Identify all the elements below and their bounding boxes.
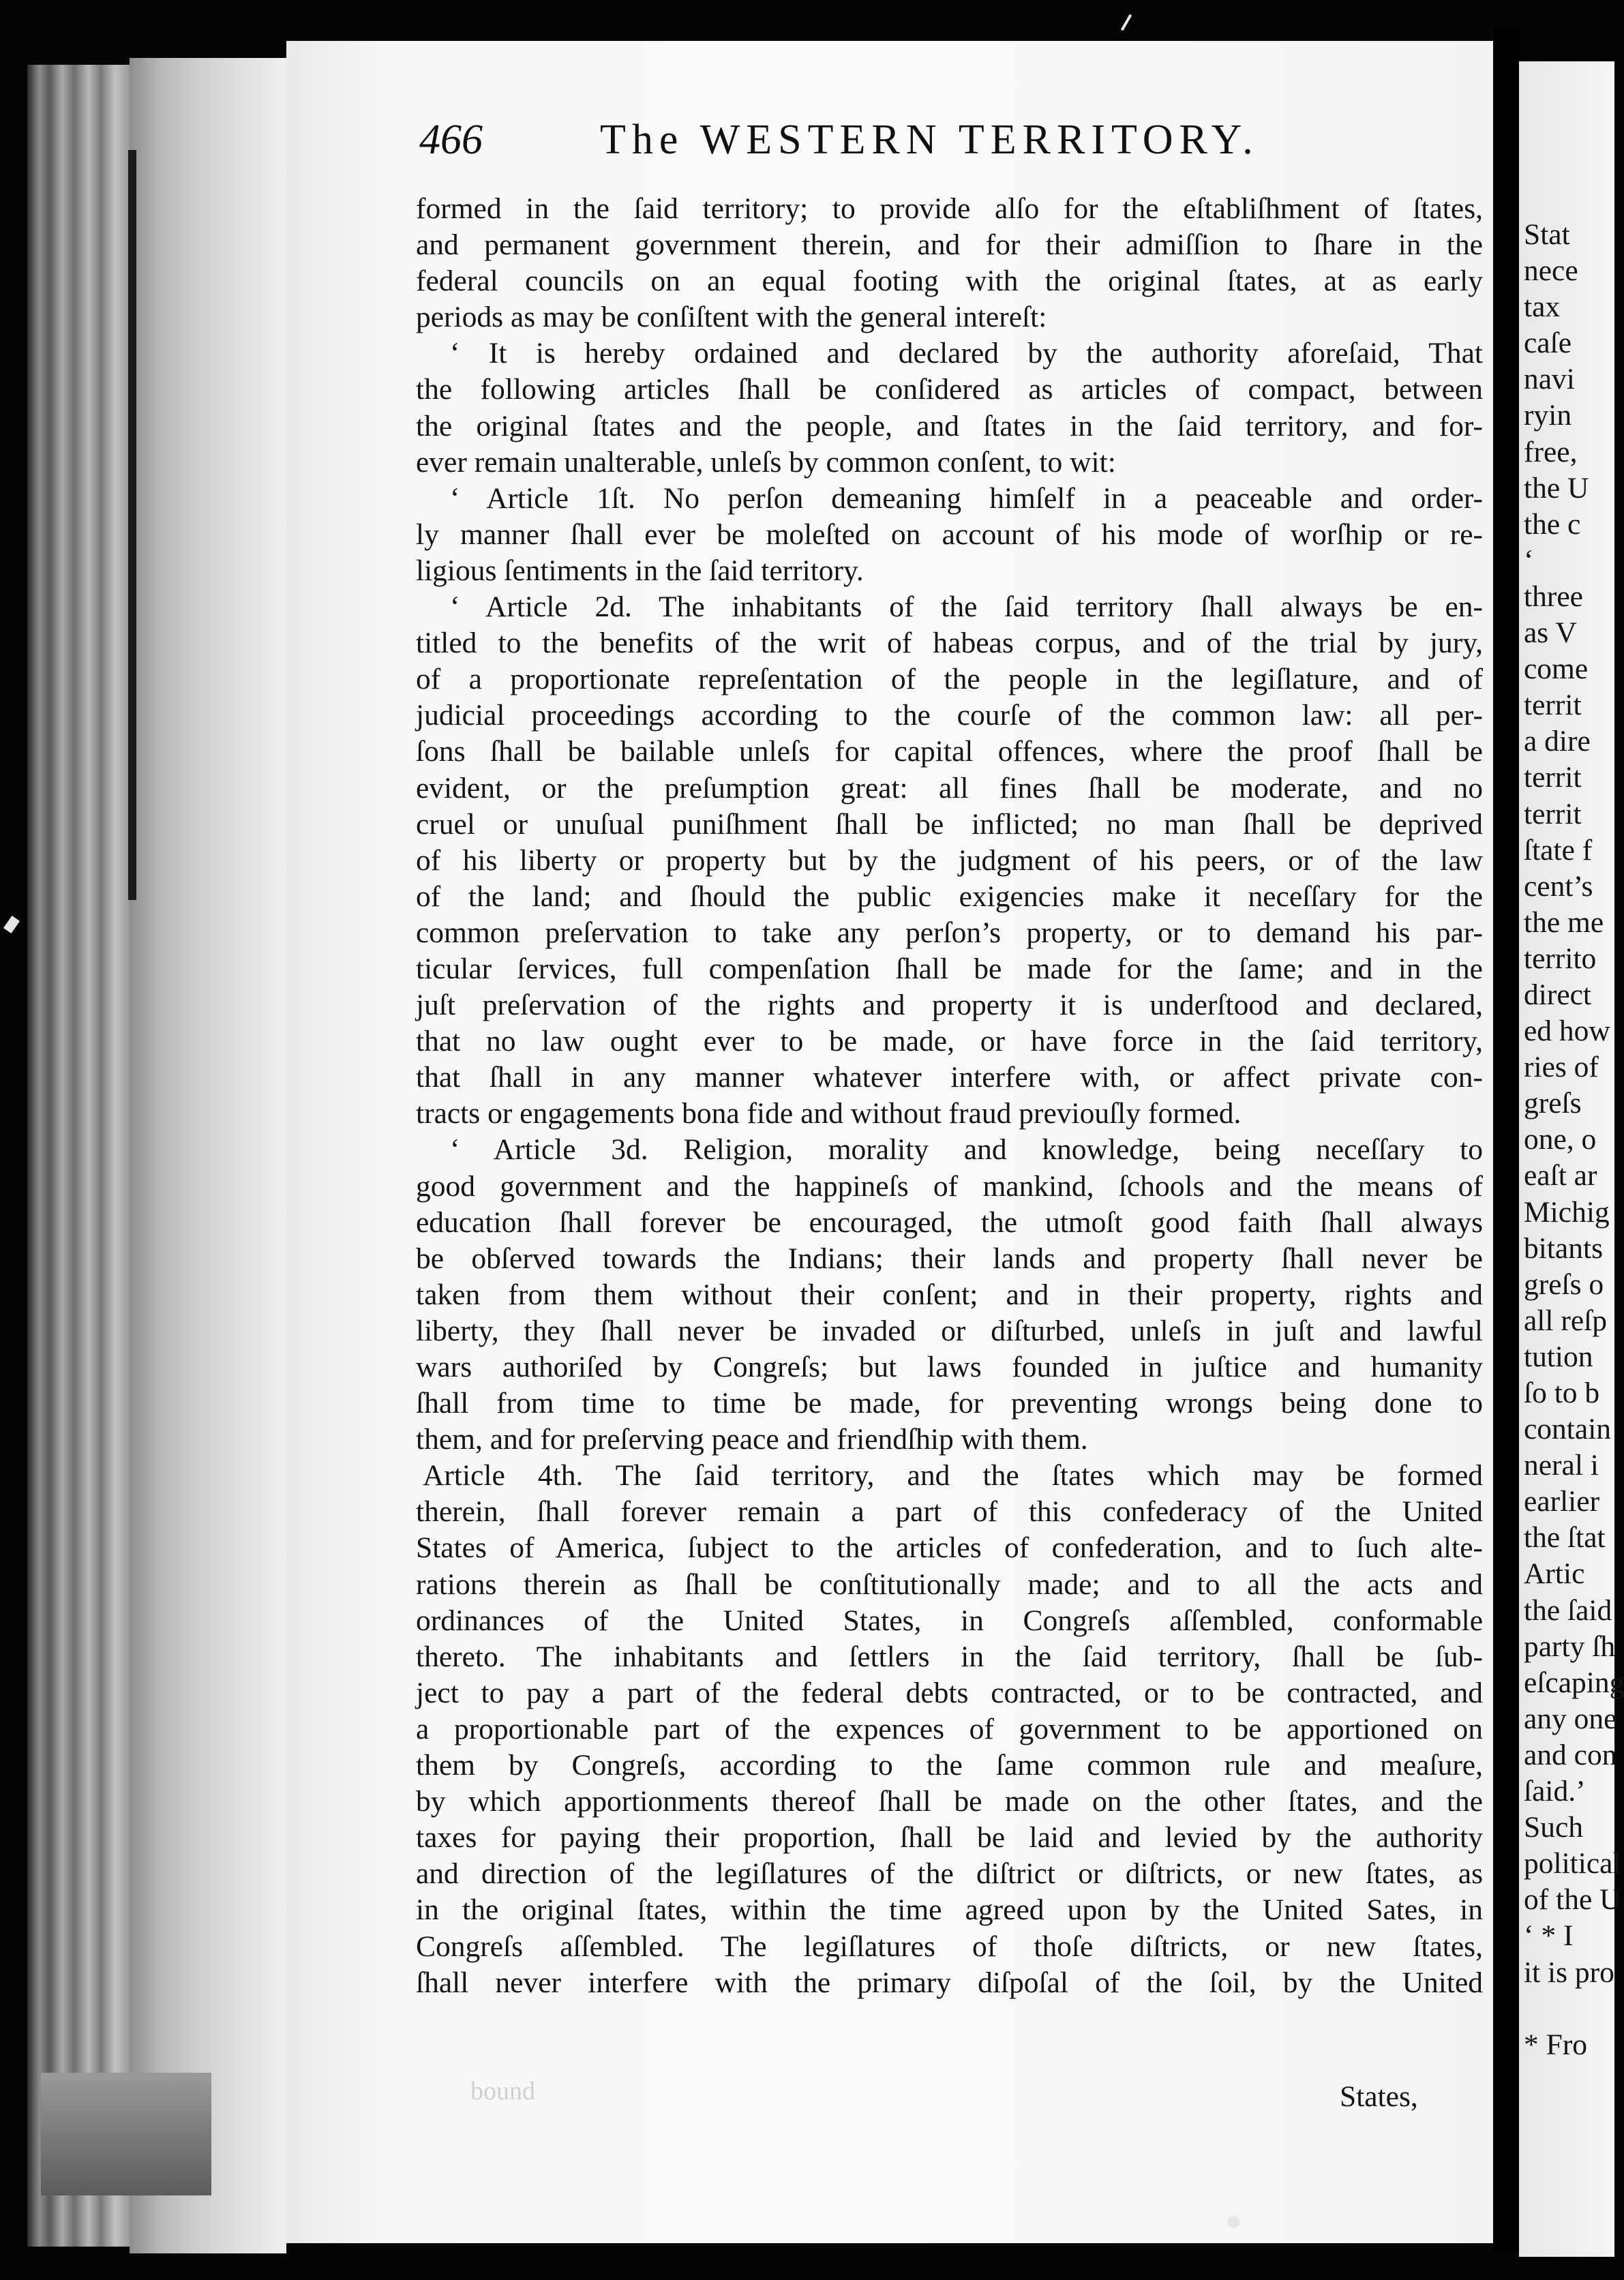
facing-text-line: territ — [1524, 689, 1582, 722]
text-line: the following articles ſhall be conſidered as articles of compact, between — [416, 373, 1483, 406]
text-line: ticular ſervices, full compenſation ſhall be made for the ſame; and in the — [416, 952, 1483, 985]
facing-text-line: any one — [1524, 1702, 1617, 1735]
facing-text-line: party ſh — [1524, 1630, 1616, 1663]
facing-text-line: ſaid.’ — [1524, 1775, 1586, 1808]
facing-text-line: territ — [1524, 797, 1582, 830]
facing-text-line: the ſtat — [1524, 1521, 1606, 1555]
text-line: education ſhall forever be encouraged, the utmoſt good faith ſhall always — [416, 1205, 1483, 1239]
page-gutter-shadow — [130, 58, 286, 2253]
facing-text-line: * Fro — [1524, 2028, 1588, 2061]
facing-text-line: three — [1524, 580, 1583, 613]
text-line: them by Congreſs, according to the ſame common rule and meaſure, — [416, 1749, 1483, 1782]
text-line: ly manner ſhall ever be moleſted on account of his mode of worſhip or re- — [416, 518, 1483, 551]
facing-text-line: neral i — [1524, 1449, 1599, 1482]
facing-text-line: the c — [1524, 507, 1581, 541]
text-line: in the original ſtates, within the time agreed upon by the United Sates, in — [416, 1893, 1483, 1927]
text-line: and permanent government therein, and for their admiſſion to ſhare in the — [416, 228, 1483, 262]
facing-text-line: as V — [1524, 616, 1577, 650]
bleed-through-text: bound — [470, 2077, 535, 2105]
facing-text-line: ‘ * I — [1524, 1919, 1574, 1953]
facing-text-line: cent’s — [1524, 869, 1593, 903]
text-line: that no law ought ever to be made, or have force in the ſaid territory, — [416, 1025, 1483, 1058]
facing-text-line: eſcaping — [1524, 1666, 1624, 1699]
text-line: judicial proceedings according to the courſe of the common law: all per- — [416, 699, 1483, 732]
facing-text-line — [1524, 1991, 1595, 2027]
text-line: taxes for paying their proportion, ſhall be laid and levied by the authority — [416, 1821, 1483, 1855]
facing-text-line: greſs o — [1524, 1268, 1604, 1301]
text-line: ſhall never interfere with the primary diſpoſal of the ſoil, by the United — [416, 1966, 1483, 1999]
text-line: ‘ It is hereby ordained and declared by the authority aforeſaid, That — [450, 337, 1483, 370]
text-line: formed in the ſaid territory; to provide alſo for the eſtabliſhment of ſtates, — [416, 192, 1483, 225]
facing-text-line: direct — [1524, 978, 1592, 1011]
facing-text-line: Such — [1524, 1811, 1583, 1844]
facing-text-line: it is pro — [1524, 1955, 1614, 1989]
text-line: juſt preſervation of the rights and property it is underſtood and declared, — [416, 989, 1483, 1022]
text-line: Congreſs aſſembled. The legiſlatures of thoſe diſtricts, or new ſtates, — [416, 1930, 1483, 1963]
running-head — [419, 109, 1483, 184]
text-line: of his liberty or property but by the judgment of his peers, or of the law — [416, 843, 1483, 877]
text-line: them, and for preſerving peace and friendſhip with them. — [416, 1423, 1088, 1456]
facing-text-line: caſe — [1524, 327, 1572, 360]
facing-text-line: Stat — [1524, 218, 1570, 251]
facing-text-line: a dire — [1524, 725, 1591, 758]
facing-text-line: tution — [1524, 1340, 1593, 1373]
text-line: of the land; and ſhould the public exigencies make it neceſſary for the — [416, 880, 1483, 913]
facing-text-line: all reſp — [1524, 1304, 1607, 1337]
facing-text-line: one, o — [1524, 1123, 1597, 1156]
facing-text-line: the U — [1524, 471, 1589, 505]
facing-text-line: contain — [1524, 1413, 1612, 1446]
facing-text-line: eaſt ar — [1524, 1159, 1597, 1192]
facing-text-line: ‘ — [1524, 543, 1534, 577]
text-line: ſons ſhall be bailable unleſs for capital offences, where the proof ſhall be — [416, 735, 1483, 768]
text-line: tracts or engagements bona fide and without fraud previouſly formed. — [416, 1097, 1242, 1130]
text-line: and direction of the legiſlatures of the diſtrict or diſtricts, or new ſtates, as — [416, 1857, 1483, 1891]
text-line: of a proportionate repreſentation of the people in the legiſlature, and of — [416, 663, 1483, 696]
facing-text-line: Artic — [1524, 1557, 1585, 1591]
text-line: taken from them without their conſent; and in their property, rights and — [416, 1278, 1483, 1311]
facing-text-line: greſs — [1524, 1087, 1582, 1120]
book-edge-bottom — [41, 2073, 211, 2195]
text-line: the original ſtates and the people, and ſtates in the ſaid territory, and for- — [416, 409, 1483, 442]
text-line: a proportionable part of the expences of government to be apportioned on — [416, 1712, 1483, 1745]
text-line: ‘ Article 3d. Religion, morality and knowledge, being neceſſary to — [450, 1133, 1483, 1167]
facing-text-line: tax — [1524, 290, 1561, 324]
facing-text-line: ſtate f — [1524, 833, 1593, 867]
facing-text-line: the me — [1524, 905, 1604, 939]
facing-text-line: of the U — [1524, 1883, 1621, 1917]
text-line: ‘ Article 2d. The inhabitants of the ſaid territory ſhall always be en- — [450, 590, 1483, 624]
facing-text-line: ſo to b — [1524, 1377, 1600, 1409]
text-line: Article 4th. The ſaid territory, and the ſtates which may be formed — [423, 1459, 1483, 1492]
book-fore-edge — [27, 65, 130, 2247]
text-line: ever remain unalterable, unleſs by common conſent, to wit: — [416, 445, 1116, 479]
text-line: cruel or unuſual puniſhment ſhall be inflicted; no man ſhall be deprived — [416, 807, 1483, 841]
facing-page-text — [1524, 217, 1624, 2063]
text-line: States of America, ſubject to the articles of confederation, and to ſuch alte- — [416, 1531, 1483, 1565]
text-line: ‘ Article 1ſt. No perſon demeaning himſelf in a peaceable and order- — [450, 481, 1483, 515]
running-head-title: The WESTERN TERRITORY. — [600, 117, 1259, 163]
facing-text-line: navi — [1524, 363, 1575, 396]
text-line: ject to pay a part of the federal debts contracted, or to be contracted, and — [416, 1676, 1483, 1709]
page-number: 466 — [419, 117, 483, 163]
text-line: therein, ſhall forever remain a part of this confederacy of the United — [416, 1495, 1483, 1529]
facing-text-line: ries of — [1524, 1051, 1599, 1084]
facing-text-line: nece — [1524, 254, 1578, 288]
facing-text-line: Michig — [1524, 1195, 1610, 1229]
facing-text-line: earlier — [1524, 1485, 1600, 1518]
facing-text-line: come — [1524, 652, 1589, 686]
facing-text-line: territ — [1524, 761, 1582, 794]
catchword: States, — [1340, 2080, 1418, 2113]
text-line: liberty, they ſhall never be invaded or diſturbed, unleſs in juſt and lawful — [416, 1314, 1483, 1347]
facing-text-line: free, — [1524, 435, 1578, 468]
text-line: evident, or the preſumption great: all fines ſhall be moderate, and no — [416, 771, 1483, 805]
facing-text-line: political — [1524, 1847, 1621, 1880]
text-line: thereto. The inhabitants and ſettlers in the ſaid territory, ſhall be ſub- — [416, 1640, 1483, 1673]
text-line: titled to the benefits of the writ of habeas corpus, and of the trial by jury, — [416, 627, 1483, 660]
facing-text-line: the ſaid — [1524, 1593, 1612, 1627]
facing-text-line: bitants — [1524, 1231, 1603, 1265]
facing-text-line: and con — [1524, 1738, 1617, 1771]
text-line: by which apportionments thereof ſhall be made on the other ſtates, and the — [416, 1785, 1483, 1818]
text-line: common preſervation to take any perſon’s property, or to demand his par- — [416, 916, 1483, 949]
text-line: that ſhall in any manner whatever interfere with, or affect private con- — [416, 1061, 1483, 1094]
text-line: good government and the happineſs of mankind, ſchools and the means of — [416, 1169, 1483, 1203]
text-line: periods as may be conſiſtent with the general intereſt: — [416, 301, 1047, 334]
text-line: wars authoriſed by Congreſs; but laws founded in juſtice and humanity — [416, 1351, 1483, 1383]
speck-mark — [1227, 2216, 1239, 2228]
speck-mark — [3, 916, 20, 933]
text-line: ordinances of the United States, in Congreſs aſſembled, conformable — [416, 1604, 1483, 1637]
facing-text-line: ed how — [1524, 1015, 1610, 1048]
text-line: ligious ſentiments in the ſaid territory. — [416, 554, 864, 587]
text-line: be obſerved towards the Indians; their lands and property ſhall never be — [416, 1242, 1483, 1275]
text-line: ſhall from time to time be made, for preventing wrongs being done to — [416, 1387, 1483, 1420]
page-gap-shadow — [1493, 27, 1520, 2250]
binding-strip — [128, 150, 136, 900]
page-body-text — [416, 191, 1483, 2001]
text-line: rations therein as ſhall be conſtitutionally made; and to all the acts and — [416, 1567, 1483, 1601]
text-line: federal councils on an equal footing with the original ſtates, at as early — [416, 265, 1483, 298]
facing-text-line: ryin — [1524, 399, 1572, 432]
facing-text-line: territo — [1524, 942, 1597, 975]
speck-mark — [1121, 14, 1132, 31]
